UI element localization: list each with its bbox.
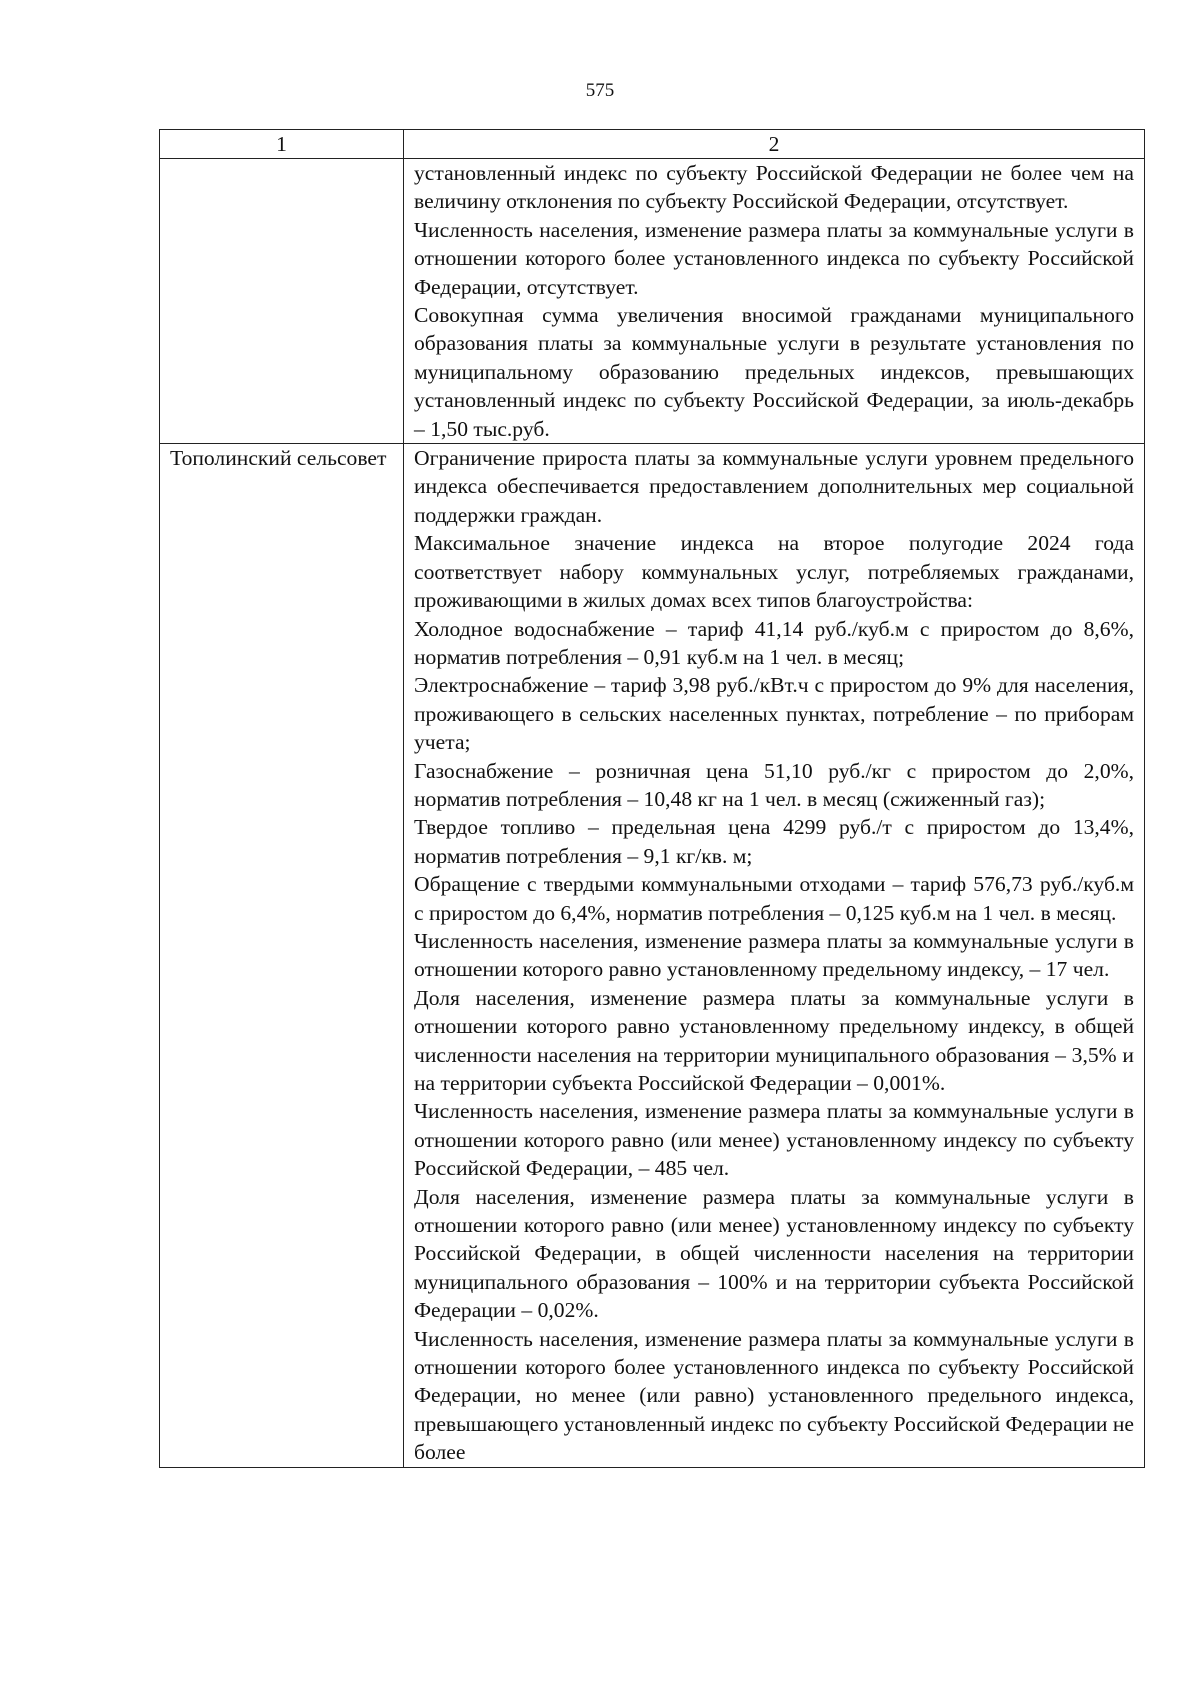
municipality-name-cell: Тополинский сельсовет [160,444,404,1468]
paragraph: Численность населения, изменение размера платы за коммунальные услуги в отношении которого более установленного индекса по субъекту Российской Федерации, отсутствует. [414,217,1134,299]
table-row [160,159,1145,444]
paragraph: Совокупная сумма увеличения вносимой гражданами муниципального образования платы за коммунальные услуги в результате установления по муниципальному образованию предельных индексов, превышающих установленный индекс по субъекту Российской Федерации, за июль-декабрь – 1,50 тыс.руб. [414,303,1134,441]
description-cell [404,444,1145,1468]
page-number: 575 [585,80,615,101]
paragraph: Численность населения, изменение размера платы за коммунальные услуги в отношении которого равно установленному предельному индексу, – 17 чел. [414,928,1134,982]
description-cell [404,159,1145,444]
paragraph: Газоснабжение – розничная цена 51,10 руб./кг с приростом до 2,0%, норматив потребления – 10,48 кг на 1 чел. в месяц (сжиженный газ); [414,758,1134,811]
paragraph: Обращение с твердыми коммунальными отходами – тариф 576,73 руб./куб.м с приростом до 6,4%, норматив потребления – 0,125 куб.м на 1 чел. в месяц. [414,872,1134,925]
table-header-row [160,130,1145,159]
column-header-2: 2 [404,130,1145,159]
paragraph: Доля населения, изменение размера платы за коммунальные услуги в отношении которого равно (или менее) установленному индексу по субъекту Российской Федерации, в общей численности населения на территории муниципального образования – 100% и на территории субъекта Российской Федерации – 0,02%. [414,1184,1134,1323]
paragraph: Максимальное значение индекса на второе полугодие 2024 года соответствует набору коммунальных услуг, потребляемых гражданами, проживающими в жилых домах всех типов благоустройства: [414,531,1134,613]
paragraph: Ограничение прироста платы за коммунальные услуги уровнем предельного индекса обеспечивается предоставлением дополнительных мер социальной поддержки граждан. [414,446,1134,527]
paragraph: Численность населения, изменение размера платы за коммунальные услуги в отношении которого более установленного индекса по субъекту Российской Федерации, но менее (или равно) установленного предельного индекса, превышающего установленный индекс по субъекту Российской Федерации не более [414,1326,1134,1465]
paragraph: Электроснабжение – тариф 3,98 руб./кВт.ч с приростом до 9% для населения, проживающего в сельских населенных пунктах, потребление – по приборам учета; [414,673,1134,755]
municipality-name-cell [160,159,404,444]
paragraph: Численность населения, изменение размера платы за коммунальные услуги в отношении которого равно (или менее) установленному индексу по субъекту Российской Федерации, – 485 чел. [414,1099,1134,1181]
table-row [160,444,1145,1468]
column-header-1: 1 [160,130,404,159]
paragraph: Твердое топливо – предельная цена 4299 руб./т с приростом до 13,4%, норматив потребления – 9,1 кг/кв. м; [414,815,1134,868]
paragraph: Холодное водоснабжение – тариф 41,14 руб./куб.м с приростом до 8,6%, норматив потребления – 0,91 куб.м на 1 чел. в месяц; [414,616,1134,669]
data-table [159,129,1145,1468]
paragraph: Доля населения, изменение размера платы за коммунальные услуги в отношении которого равно установленному предельному индексу, в общей численности населения на территории муниципального образования – 3,5% и на территории субъекта Российской Федерации – 0,001%. [414,985,1134,1095]
paragraph: установленный индекс по субъекту Российской Федерации не более чем на величину отклонения по субъекту Российской Федерации, отсутствует. [414,161,1134,214]
